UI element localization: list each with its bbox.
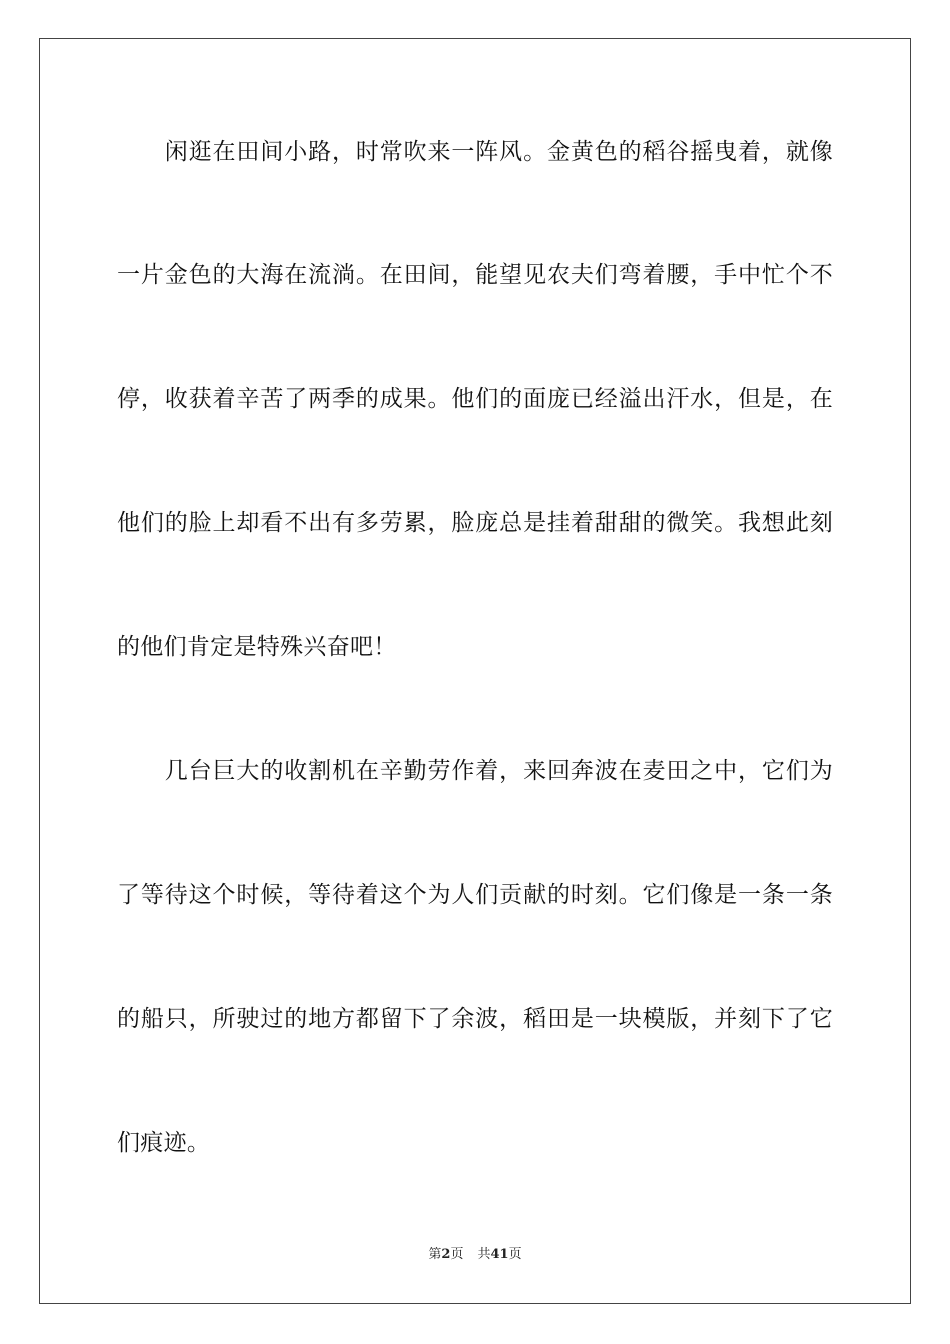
paragraph-2-line-3: 的船只，所驶过的地方都留下了余波，稻田是一块模版，并刻下了它 [117, 1006, 833, 1032]
total-suffix: 页 [508, 1247, 522, 1262]
page-indicator [428, 1247, 463, 1262]
page-footer [0, 1246, 950, 1264]
paragraph-2-line-2: 了等待这个时候，等待着这个为人们贡献的时刻。它们像是一条一条 [117, 882, 833, 908]
paragraph-2-line-1: 几台巨大的收割机在辛勤劳作着，来回奔波在麦田之中，它们为 [117, 758, 833, 784]
page-border [39, 38, 911, 1304]
page-prefix: 第 [428, 1247, 442, 1262]
total-prefix: 共 [477, 1247, 491, 1262]
paragraph-1-line-5: 的他们肯定是特殊兴奋吧！ [117, 634, 397, 660]
paragraph-1-line-3: 停，收获着辛苦了两季的成果。他们的面庞已经溢出汗水，但是，在 [117, 386, 833, 412]
total-pages: 41 [490, 1247, 509, 1262]
paragraph-1-line-2: 一片金色的大海在流淌。在田间，能望见农夫们弯着腰，手中忙个不 [117, 262, 833, 288]
page-number: 2 [441, 1247, 451, 1262]
page-suffix: 页 [450, 1247, 464, 1262]
paragraph-1-line-1: 闲逛在田间小路，时常吹来一阵风。金黄色的稻谷摇曳着，就像 [117, 139, 833, 165]
total-pages-indicator [477, 1247, 521, 1262]
paragraph-1-line-4: 他们的脸上却看不出有多劳累，脸庞总是挂着甜甜的微笑。我想此刻 [117, 510, 833, 536]
paragraph-2-line-4: 们痕迹。 [117, 1130, 211, 1156]
